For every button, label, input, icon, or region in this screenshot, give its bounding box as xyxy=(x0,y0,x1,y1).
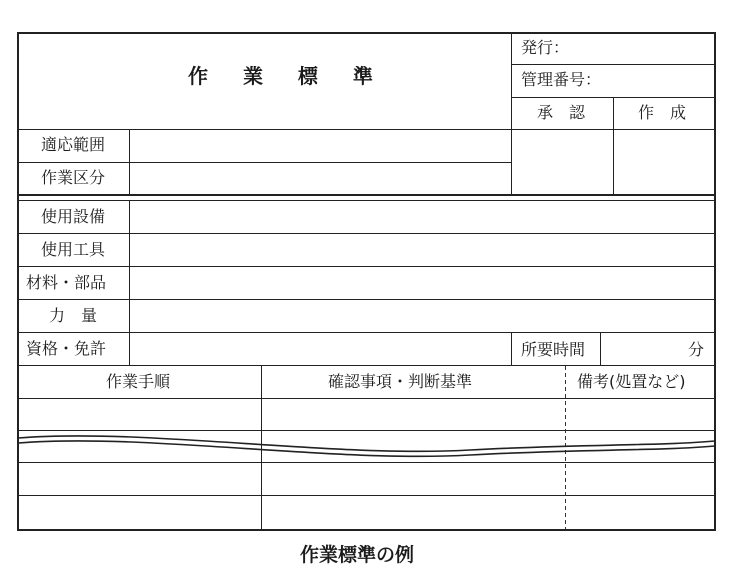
tools-label: 使用工具 xyxy=(41,240,106,259)
form-title: 作 業 標 準 xyxy=(188,64,387,88)
approval-label: 承 認 xyxy=(537,103,586,122)
figure-caption: 作業標準の例 xyxy=(300,544,415,566)
issue-label: 発行： xyxy=(521,38,570,57)
wavy-break-line-lower xyxy=(18,441,715,456)
scope-label: 適応範囲 xyxy=(41,135,106,154)
control-number-label: 管理番号： xyxy=(521,70,602,89)
required-time-label: 所要時間 xyxy=(521,340,586,359)
materials-label: 材料・部品 xyxy=(26,273,107,292)
category-label: 作業区分 xyxy=(41,168,106,187)
created-label: 作 成 xyxy=(638,103,687,122)
manpower-label: 力 量 xyxy=(49,306,98,325)
qualification-label: 資格・免許 xyxy=(26,339,107,358)
procedure-column-header: 作業手順 xyxy=(106,372,171,391)
wavy-break-line-upper xyxy=(18,436,715,451)
check-items-column-header: 確認事項・判断基準 xyxy=(328,372,473,391)
minutes-unit: 分 xyxy=(688,340,705,359)
remarks-column-header: 備考(処置など) xyxy=(577,372,686,391)
equipment-label: 使用設備 xyxy=(41,207,106,226)
